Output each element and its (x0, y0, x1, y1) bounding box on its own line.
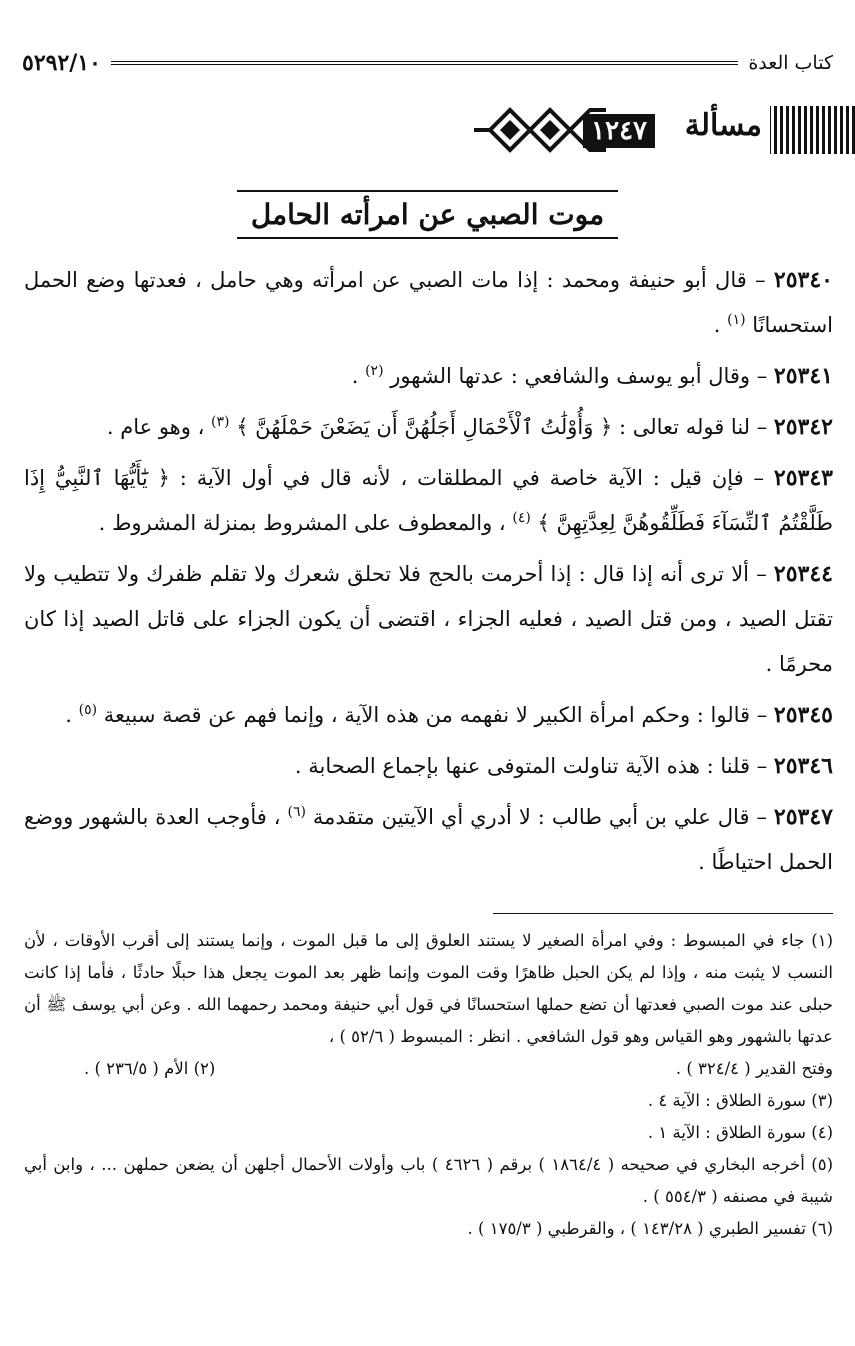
book-title: كتاب العدة (748, 52, 833, 74)
banner-stripes (770, 106, 855, 154)
paragraph (24, 456, 833, 546)
paragraph-tail: . (713, 313, 728, 337)
paragraph-number: ٢٥٣٤٣ (773, 465, 833, 491)
paragraph (24, 693, 833, 738)
footnote: (٤) سورة الطلاق : الآية ١ . (647, 1123, 833, 1142)
paragraph-tail: ، فأوجب العدة بالشهور ووضع الحمل احتياطًا . (24, 805, 833, 874)
paragraph-text: – ألا ترى أنه إذا قال : إذا أحرمت بالحج فلا تحلق شعرك ولا تقلم ظفرك ولا تتطيب ولا تقتل الصيد ، ومن قتل الصيد ، فعليه الجزاء ، اقتضى أن يكون الجزاء على قاتل الصيد إذا كان محرمًا . (24, 562, 833, 676)
section-title-text: موت الصبي عن امرأته الحامل (237, 190, 618, 239)
paragraph (24, 795, 833, 885)
paragraph-number: ٢٥٣٤٥ (773, 702, 833, 728)
paragraph-number: ٢٥٣٤٠ (773, 267, 833, 293)
footnote-ref[interactable]: (٦) (287, 804, 306, 820)
paragraph (24, 744, 833, 789)
paragraph-tail: . (65, 703, 79, 727)
issue-number: ١٢٤٧ (583, 114, 655, 148)
footnote-row (24, 1053, 833, 1085)
issue-label: مسألة (684, 108, 762, 143)
footnote: (٣) سورة الطلاق : الآية ٤ . (647, 1091, 833, 1110)
footnote-ref[interactable]: (١) (727, 312, 746, 328)
paragraph-number: ٢٥٣٤١ (773, 363, 833, 389)
header-rule (111, 61, 738, 65)
ornament-icon (470, 102, 610, 158)
paragraph-number: ٢٥٣٤٦ (773, 753, 833, 779)
paragraph-text: – قالوا : وحكم امرأة الكبير لا نفهمه من هذه الآية ، وإنما فهم عن قصة سبيعة (103, 703, 774, 727)
paragraph (24, 552, 833, 687)
footnote-ref[interactable]: (٣) (211, 414, 230, 430)
paragraph-number: ٢٥٣٤٤ (773, 561, 833, 587)
paragraph-text: – وقال أبو يوسف والشافعي : عدتها الشهور (390, 364, 774, 388)
footnote-separator (493, 913, 833, 914)
page-reference: ٥٢٩٢/١٠ (22, 50, 101, 76)
issue-banner (0, 100, 855, 158)
paragraph-text: – فإن قيل : الآية خاصة في المطلقات ، لأنه قال في أول الآية : ﴿ يَٰٓأَيُّهَا ٱلنَّبِيُّ إِذَا طَلَّقْتُمُ ٱلنِّسَآءَ فَطَلِّقُوهُنَّ لِعِدَّتِهِنَّ ﴾ (24, 466, 833, 535)
paragraph-tail: ، وهو عام . (106, 415, 212, 439)
footnote-ref[interactable]: (٤) (512, 510, 531, 526)
footnote-ref[interactable]: (٥) (78, 702, 98, 718)
section-title (0, 190, 855, 239)
paragraph-text: – قال أبو حنيفة ومحمد : إذا مات الصبي عن امرأته وهي حامل ، فعدتها وضع الحمل استحسانًا (24, 268, 833, 337)
paragraph (24, 354, 833, 399)
footnote: وفتح القدير ( ٣٢٤/٤ ) . (675, 1059, 833, 1078)
paragraph-text: – قلنا : هذه الآية تناولت المتوفى عنها بإجماع الصحابة . (294, 754, 774, 778)
paragraph (24, 405, 833, 450)
paragraph-tail: ، والمعطوف على المشروط بمنزلة المشروط . (98, 511, 513, 535)
footnotes (24, 925, 833, 1245)
footnote-ref[interactable]: (٢) (365, 363, 384, 379)
paragraph-tail: . (351, 364, 366, 388)
paragraph-number: ٢٥٣٤٢ (773, 414, 833, 440)
running-header (22, 50, 833, 76)
paragraph-number: ٢٥٣٤٧ (773, 804, 833, 830)
footnote: (٦) تفسير الطبري ( ١٤٣/٢٨ ) ، والقرطبي ( ١٧٥/٣ ) . (467, 1219, 833, 1238)
paragraph (24, 258, 833, 348)
footnote: (١) جاء في المبسوط : وفي امرأة الصغير لا يستند العلوق إلى ما قبل الموت ، وإنما يستند إلى أقرب الأوقات ، لأن النسب لا يثبت منه ، وإذا لم يكن الحبل ظاهرًا وقت الموت وإنما ظهر بعد الموت يجعل هذا حبلًا حادثًا ، فأما إذا كانت حبلى عند موت الصبي فعدتها أن تضع حملها استحسانًا في قول أبي حنيفة ومحمد رحمهما الله . وعن أبي يوسف ﷺ أن عدتها بالشهور وهو القياس وهو قول الشافعي . انظر : المبسوط ( ٥٢/٦ ) ، (24, 931, 833, 1046)
body-text (24, 258, 833, 891)
paragraph-text: – قال علي بن أبي طالب : لا أدري أي الآيتين متقدمة (312, 805, 774, 829)
paragraph-text: – لنا قوله تعالى : ﴿ وَأُوْلَٰتُ ٱلْأَحْمَالِ أَجَلُهُنَّ أَن يَضَعْنَ حَمْلَهُنَّ ﴾ (236, 415, 774, 439)
footnote: (٢) الأم ( ٢٣٦/٥ ) . (84, 1059, 216, 1078)
footnote: (٥) أخرجه البخاري في صحيحه ( ١٨٦٤/٤ ) برقم ( ٤٦٢٦ ) باب وأولات الأحمال أجلهن أن يضعن حملهن ... ، وابن أبي شيبة في مصنفه ( ٥٥٤/٣ ) . (24, 1155, 833, 1206)
